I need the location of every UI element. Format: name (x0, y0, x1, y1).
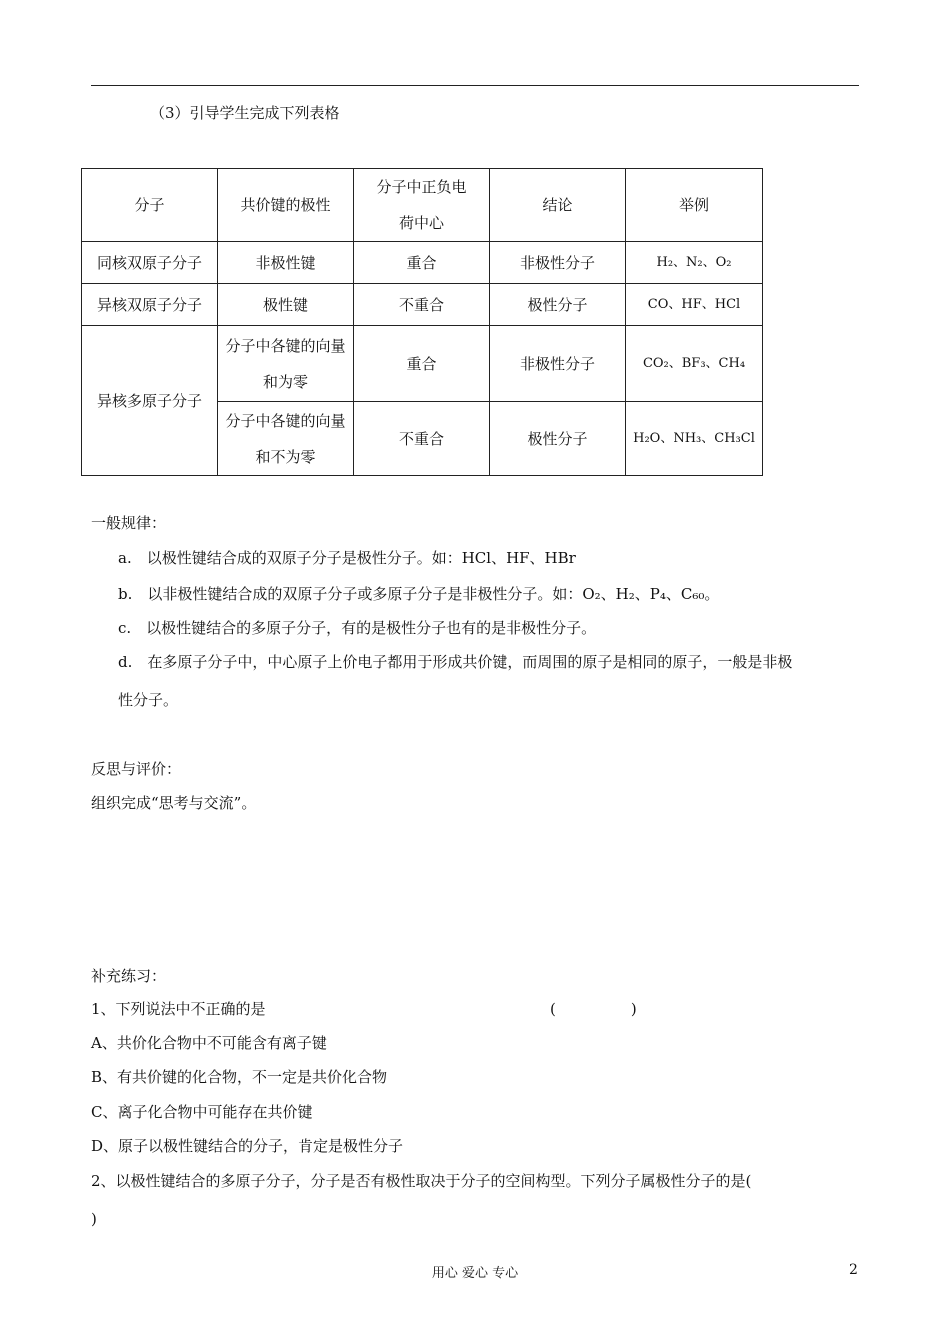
reflection-heading: 反思与评价： (91, 760, 182, 778)
exercise-heading: 补充练习： (91, 967, 167, 985)
cell-type: 同核双原子分子 (82, 242, 218, 284)
rule-item: d. 在多原子分子中，中心原子上价电子都用于形成共价键，而周围的原子是相同的原子，一般是非极 (118, 653, 793, 671)
cell-conclusion: 极性分子 (490, 284, 626, 326)
page-footer: 用心 爱心 专心 (431, 1266, 519, 1281)
table-header-row (82, 169, 763, 242)
rule-item: b. 以非极性键结合成的双原子分子或多原子分子是非极性分子。如：O₂、H₂、P₄、C₆₀。 (118, 585, 720, 603)
cell-conclusion: 非极性分子 (490, 242, 626, 284)
answer-bracket: ( ) (550, 1000, 637, 1018)
header-cell: 共价键的极性 (218, 169, 354, 242)
cell-center: 不重合 (354, 402, 490, 476)
cell-example: CO、HF、HCl (626, 284, 763, 326)
option-d: D、原子以极性键结合的分子，肯定是极性分子 (91, 1137, 404, 1155)
question-2: 2、以极性键结合的多原子分子，分子是否有极性取决于分子的空间构型。下列分子属极性分子的是( (91, 1172, 752, 1190)
cell-example: H₂、N₂、O₂ (626, 242, 763, 284)
rule-item: c. 以极性键结合的多原子分子，有的是极性分子也有的是非极性分子。 (118, 619, 597, 637)
rules-heading: 一般规律： (91, 514, 167, 532)
header-cell: 举例 (626, 169, 763, 242)
rule-item-continuation: 性分子。 (118, 691, 179, 709)
cell-type: 异核双原子分子 (82, 284, 218, 326)
cell-polarity: 极性键 (218, 284, 354, 326)
cell-center: 不重合 (354, 284, 490, 326)
option-a: A、共价化合物中不可能含有离子键 (91, 1034, 327, 1052)
cell-example: CO₂、BF₃、CH₄ (626, 326, 763, 402)
table-row (82, 284, 763, 326)
table-row (82, 242, 763, 284)
cell-polarity: 分子中各键的向量和为零 (218, 326, 354, 402)
table-row (82, 326, 763, 402)
polarity-table (81, 168, 763, 476)
header-rule (91, 85, 859, 86)
cell-center: 重合 (354, 326, 490, 402)
question-1: 1、下列说法中不正确的是 (91, 1000, 266, 1018)
cell-conclusion: 极性分子 (490, 402, 626, 476)
cell-polarity: 分子中各键的向量和不为零 (218, 402, 354, 476)
page-number: 2 (849, 1262, 858, 1278)
option-c: C、离子化合物中可能存在共价键 (91, 1103, 313, 1121)
cell-example: H₂O、NH₃、CH₃Cl (626, 402, 763, 476)
cell-conclusion: 非极性分子 (490, 326, 626, 402)
header-cell: 分子 (82, 169, 218, 242)
rule-item: a. 以极性键结合成的双原子分子是极性分子。如：HCl、HF、HBr (118, 549, 576, 567)
option-b: B、有共价键的化合物，不一定是共价化合物 (91, 1068, 388, 1086)
reflection-text: 组织完成“思考与交流”。 (91, 794, 257, 812)
header-cell: 分子中正负电荷中心 (354, 169, 490, 242)
cell-center: 重合 (354, 242, 490, 284)
intro-text: （3）引导学生完成下列表格 (150, 104, 340, 122)
question-2-end: ) (91, 1210, 97, 1228)
cell-type: 异核多原子分子 (82, 326, 218, 476)
cell-polarity: 非极性键 (218, 242, 354, 284)
header-cell: 结论 (490, 169, 626, 242)
